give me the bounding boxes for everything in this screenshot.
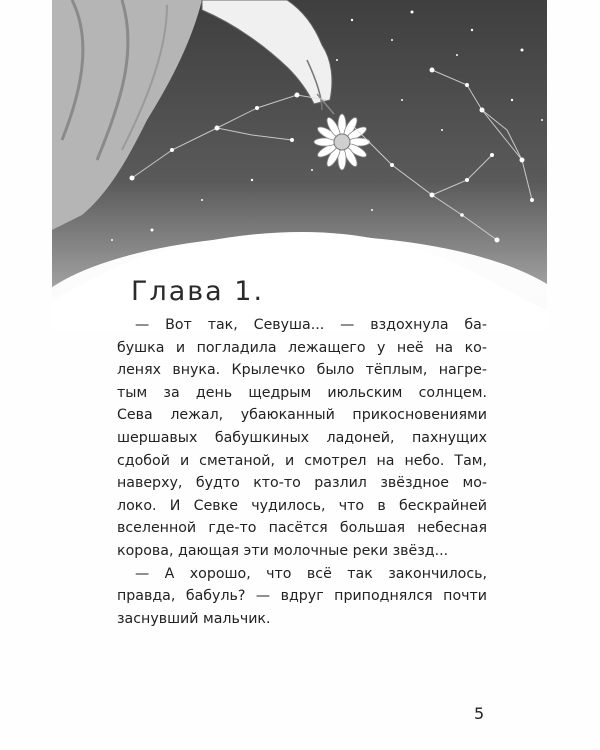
text-line: вселенной где-то пасётся большая небесная	[117, 520, 487, 537]
text-line: сдобой и сметаной, и смотрел на небо. Там,	[117, 452, 487, 469]
text-line: наверху, будто кто-то разлил звёздное мо-	[117, 475, 487, 492]
text-line: правда, бабуль? — вдруг приподнялся почти	[117, 588, 487, 605]
text-line: — Вот так, Севуша... — вздохнула ба-	[135, 317, 487, 333]
text-line: — А хорошо, что всё так закончилось,	[135, 565, 487, 582]
chapter-title: Глава 1.	[131, 276, 265, 308]
text-line: ленях внука. Крылечко было тёплым, нагре-	[117, 362, 487, 379]
text-line: шершавых бабушкиных ладоней, пахнущих	[117, 429, 487, 446]
text-line: заснувший мальчик.	[117, 610, 271, 627]
text-line: бушка и погладила лежащего у неё на ко-	[117, 339, 487, 356]
text-line: Сева лежал, убаюканный прикосновениями	[117, 407, 487, 424]
page-number: 5	[474, 704, 485, 723]
body-text	[117, 314, 487, 630]
text-line: локо. И Севке чудилось, что в бескрайней	[117, 497, 487, 514]
text-line: тым за день щедрым июльским солнцем.	[117, 384, 487, 401]
text-line: корова, дающая эти молочные реки звёзд...	[117, 542, 449, 559]
night-sky-illustration	[52, 0, 547, 330]
